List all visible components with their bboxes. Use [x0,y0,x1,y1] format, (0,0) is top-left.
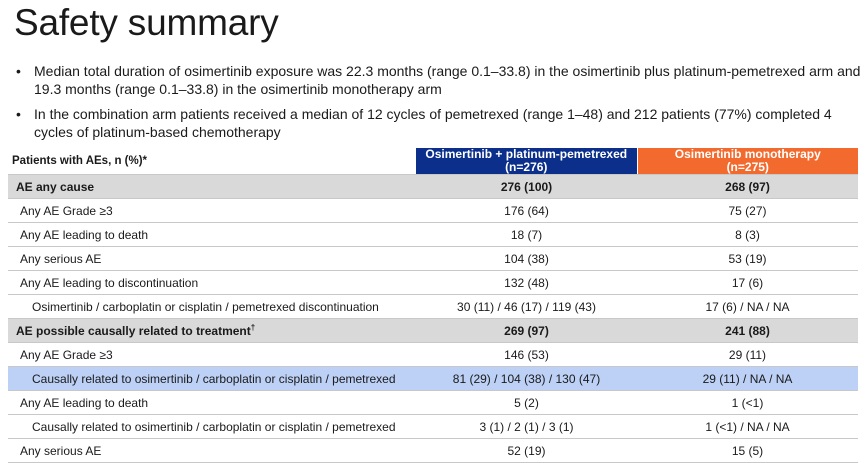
table-row [8,295,858,319]
monotherapy-value: 29 (11) [637,343,858,367]
row-label [8,247,416,271]
table-row [8,343,858,367]
row-label [8,391,416,415]
row-label-text: Any AE Grade ≥3 [20,347,113,362]
bullet-dot-icon: • [16,63,21,79]
row-label [8,175,416,199]
header-combination-n: (n=276) [505,160,548,174]
bullet-text: In the combination arm patients received a median of 12 cycles of pemetrexed (range 1–48) and 212 patients (77%) completed 4 cycles of platinum-based chemotherapy [34,106,832,140]
table-row [8,175,858,199]
combination-value: 81 (29) / 104 (38) / 130 (47) [416,367,637,391]
row-label [8,199,416,223]
combination-value: 146 (53) [416,343,637,367]
bullet-dot-icon: • [16,106,21,122]
row-label-text: Osimertinib / carboplatin or cisplatin / pemetrexed discontinuation [32,299,379,314]
row-label-text: Any serious AE [20,251,102,266]
table-row [8,247,858,271]
row-label-text: Any serious AE [20,443,102,458]
row-label-text: AE possible causally related to treatment [16,324,251,338]
combination-value: 269 (97) [416,319,637,343]
monotherapy-value: 1 (<1) / NA / NA [637,415,858,439]
combination-value: 276 (100) [416,175,637,199]
table-row [8,367,858,391]
monotherapy-value: 15 (5) [637,439,858,463]
bullet-item [16,62,861,98]
monotherapy-value: 8 (3) [637,223,858,247]
monotherapy-value: 17 (6) / NA / NA [637,295,858,319]
row-label [8,223,416,247]
row-label-text: Causally related to osimertinib / carboplatin or cisplatin / pemetrexed [32,419,396,434]
combination-value: 18 (7) [416,223,637,247]
table-header-row [8,148,858,175]
combination-value: 3 (1) / 2 (1) / 3 (1) [416,415,637,439]
ae-summary-table [8,148,858,463]
table-row [8,319,858,343]
row-label-text: Any AE leading to death [20,395,149,410]
row-label [8,295,416,319]
monotherapy-value: 17 (6) [637,271,858,295]
bullet-list [16,62,861,148]
page-title: Safety summary [14,2,279,43]
row-label-text: AE any cause [16,179,95,194]
row-label [8,319,416,343]
monotherapy-value: 268 (97) [637,175,858,199]
row-label [8,271,416,295]
header-monotherapy-name: Osimertinib monotherapy [674,147,821,161]
header-monotherapy-n: (n=275) [726,160,769,174]
monotherapy-value: 241 (88) [637,319,858,343]
combination-value: 104 (38) [416,247,637,271]
combination-value: 5 (2) [416,391,637,415]
table-row [8,439,858,463]
table-row [8,199,858,223]
row-label-text: Any AE leading to discontinuation [20,275,199,290]
monotherapy-value: 53 (19) [637,247,858,271]
monotherapy-value: 29 (11) / NA / NA [637,367,858,391]
row-label [8,343,416,367]
row-label-text: Any AE Grade ≥3 [20,203,113,218]
table-row [8,271,858,295]
bullet-item [16,105,861,141]
table-row [8,391,858,415]
row-label [8,415,416,439]
header-combination-arm [416,148,637,175]
bullet-text: Median total duration of osimertinib exposure was 22.3 months (range 0.1–33.8) in the osimertinib plus platinum-pemetrexed arm and 19.3 months (range 0.1–33.8) in the osimertinib monotherapy arm [34,63,861,97]
row-label-text: Causally related to osimertinib / carboplatin or cisplatin / pemetrexed [32,371,396,386]
table-row [8,223,858,247]
header-monotherapy-arm [637,148,858,175]
header-combination-name: Osimertinib + platinum-pemetrexed [425,147,628,161]
footnote-marker: † [250,323,256,332]
monotherapy-value: 1 (<1) [637,391,858,415]
combination-value: 52 (19) [416,439,637,463]
monotherapy-value: 75 (27) [637,199,858,223]
combination-value: 30 (11) / 46 (17) / 119 (43) [416,295,637,319]
row-label [8,367,416,391]
combination-value: 176 (64) [416,199,637,223]
row-label [8,439,416,463]
header-label: Patients with AEs, n (%)* [8,148,416,175]
row-label-text: Any AE leading to death [20,227,149,242]
combination-value: 132 (48) [416,271,637,295]
table-row [8,415,858,439]
